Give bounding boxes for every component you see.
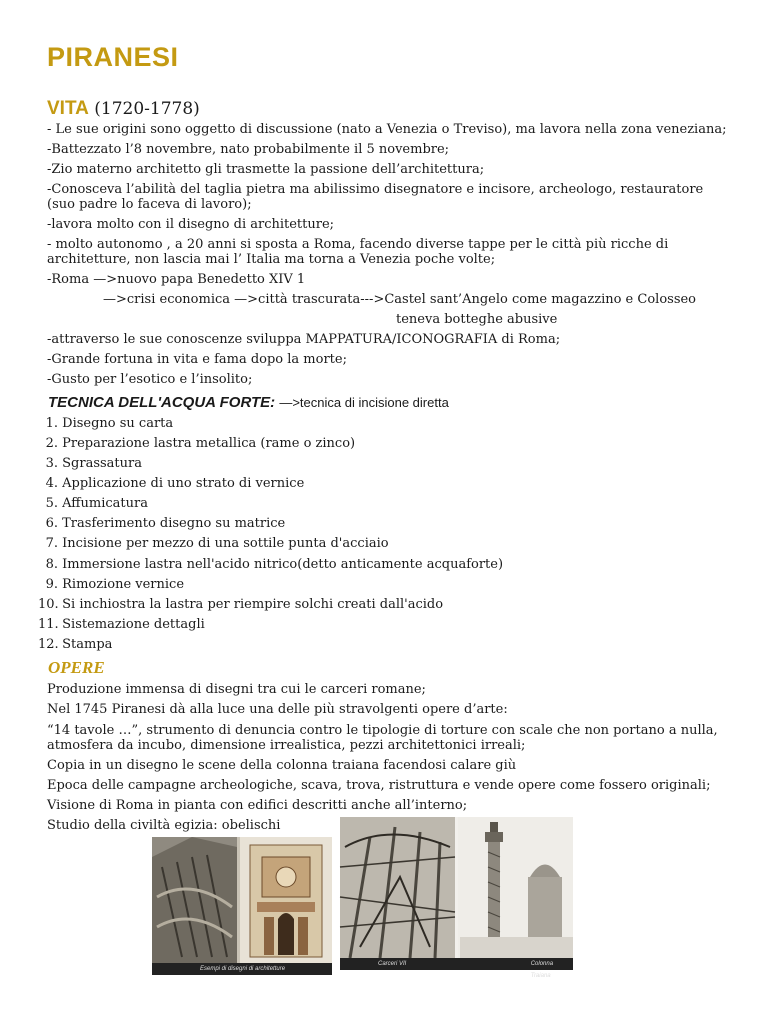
list-item: 10. Si inchiostra la lastra per riempire solchi creati dall'acido [38, 597, 444, 612]
list-item: 3. Sgrassatura [45, 456, 142, 471]
opere-line: “14 tavole …”, strumento di denuncia contro le tipologie di torture con scale che non portano a nulla, [47, 723, 718, 738]
vita-line: -Conosceva l’abilità del taglia pietra ma abilissimo disegnatore e incisore, archeologo, restauratore [47, 182, 704, 197]
right-image-caption-bar [340, 958, 573, 979]
carceri-colonna-image [340, 817, 573, 979]
list-item: 2. Preparazione lastra metallica (rame o zinco) [45, 436, 356, 451]
opere-line: Produzione immensa di disegni tra cui le carceri romane; [47, 682, 426, 697]
tecnica-heading [48, 394, 449, 411]
list-item: 6. Trasferimento disegno su matrice [45, 516, 286, 531]
architecture-drawings-picture [152, 837, 332, 975]
vita-line: -lavora molto con il disegno di architetture; [47, 217, 335, 232]
list-item: 11. Sistemazione dettagli [38, 617, 205, 632]
architecture-drawings-image [152, 837, 332, 975]
opere-line: Copia in un disegno le scene della colonna traiana facendosi calare giù [47, 758, 517, 773]
vita-line: teneva botteghe abusive [396, 312, 558, 327]
list-item: 7. Incisione per mezzo di una sottile punta d'acciaio [45, 536, 389, 551]
list-item: 5. Affumicatura [45, 496, 148, 511]
tecnica-label: TECNICA DELL'ACQUA FORTE: [48, 394, 276, 411]
tecnica-subtitle: —>tecnica di incisione diretta [279, 395, 449, 410]
opere-line: Visione di Roma in pianta con edifici descritti anche all’interno; [47, 798, 468, 813]
opere-line: Nel 1745 Piranesi dà alla luce una delle più stravolgenti opere d’arte: [47, 702, 508, 717]
opere-line: atmosfera da incubo, dimensione irrealistica, pezzi architettonici irreali; [47, 738, 526, 753]
vita-line: architetture, non lascia mai l’ Italia ma torna a Venezia poche volte; [47, 252, 496, 267]
vita-heading [47, 98, 200, 120]
vita-line: -Grande fortuna in vita e fama dopo la morte; [47, 352, 347, 367]
carceri-colonna-picture [340, 817, 573, 979]
opere-heading: OPERE [48, 658, 105, 677]
vita-line: - Le sue origini sono oggetto di discussione (nato a Venezia o Treviso), ma lavora nella zona veneziana; [47, 122, 727, 137]
page-title: PIRANESI [47, 42, 179, 72]
vita-label: VITA [47, 98, 89, 119]
left-image-caption: Esempi di disegni di architetture [152, 963, 332, 975]
vita-line: -Zio materno architetto gli trasmette la passione dell’architettura; [47, 162, 485, 177]
carceri-caption: Carceri VII [378, 961, 407, 967]
list-item: 4. Applicazione di uno strato di vernice [45, 476, 305, 491]
opere-line: Epoca delle campagne archeologiche, scava, trova, ristruttura e vende opere come fossero originali; [47, 778, 711, 793]
vita-line: -Roma —>nuovo papa Benedetto XIV 1 [47, 272, 306, 287]
vita-line: -attraverso le sue conoscenze sviluppa MAPPATURA/ICONOGRAFIA di Roma; [47, 332, 561, 347]
vita-dates: (1720-1778) [94, 99, 200, 119]
list-item: 12. Stampa [38, 637, 113, 652]
list-item: 1. Disegno su carta [45, 416, 174, 431]
vita-line: -Gusto per l’esotico e l’insolito; [47, 372, 253, 387]
opere-line: Studio della civiltà egizia: obelischi [47, 818, 281, 833]
list-item: 9. Rimozione vernice [45, 577, 185, 592]
vita-line: —>crisi economica —>città trascurata--->Castel sant’Angelo come magazzino e Colosseo [103, 292, 697, 307]
colonna-caption: Colonna Traiana [530, 961, 554, 979]
vita-line: (suo padre lo faceva di lavoro); [47, 197, 252, 212]
vita-line: -Battezzato l’8 novembre, nato probabilmente il 5 novembre; [47, 142, 450, 157]
vita-line: - molto autonomo , a 20 anni si sposta a Roma, facendo diverse tappe per le città più ricche di [47, 237, 669, 252]
list-item: 8. Immersione lastra nell'acido nitrico(detto anticamente acquaforte) [45, 557, 504, 572]
